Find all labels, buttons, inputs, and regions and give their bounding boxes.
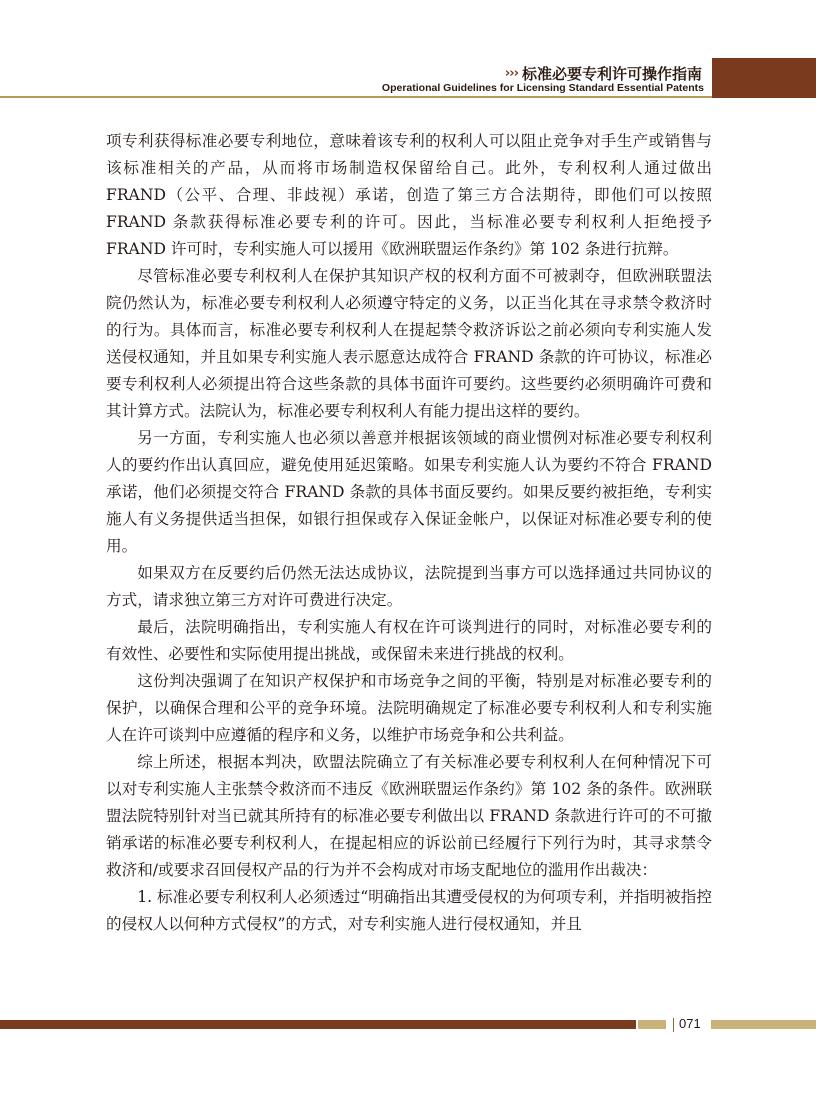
footer-bar-accent (638, 1020, 666, 1029)
paragraph: 另一方面，专利实施人也必须以善意并根据该领域的商业惯例对标准必要专利权利人的要约作出认真回应，避免使用延迟策略。如果专利实施人认为要约不符合 FRAND 承诺，他们必须提交符合 FRAND 条款的具体书面反要约。如果反要约被拒绝，专利实施人有义务提供适当担保，如银行担保或存入保证金帐户，以保证对标准必要专利的使用。 (106, 429, 712, 555)
paragraph: 综上所述，根据本判决，欧盟法院确立了有关标准必要专利权利人在何种情况下可以对专利实施人主张禁令救济而不违反《欧洲联盟运作条约》第 102 条的条件。欧洲联盟法院特别针对当已就其所持有的标准必要专利做出以 FRAND 条款进行许可的不可撤销承诺的标准必要专利权利人，在提起相应的诉讼前已经履行下列行为时，其寻求禁令救济和/或要求召回侵权产品的行为并不会构成对市场支配地位的滥用作出裁决： (106, 753, 712, 879)
header-title-en: Operational Guidelines for Licensing Standard Essential Patents (381, 82, 704, 94)
footer-bar-light (711, 1020, 816, 1029)
footer-separator (673, 1018, 674, 1032)
paragraph: 尽管标准必要专利权利人在保护其知识产权的权利方面不可被剥夺，但欧洲联盟法院仍然认为，标准必要专利权利人必须遵守特定的义务，以正当化其在寻求禁令救济时的行为。具体而言，标准必要专利权利人在提起禁令救济诉讼之前必须向专利实施人发送侵权通知，并且如果专利实施人表示愿意达成符合 FRAND 条款的许可协议，标准必要专利权利人必须提出符合这些条款的具体书面许可要约。这些要约必须明确许可费和其计算方式。法院认为，标准必要专利权利人有能力提出这样的要约。 (106, 267, 712, 420)
footer-bar-dark (0, 1020, 636, 1029)
header-title-cn: 标准必要专利许可操作指南 (521, 65, 702, 83)
paragraph: 这份判决强调了在知识产权保护和市场竞争之间的平衡，特别是对标准必要专利的保护，以确保合理和公平的竞争环境。法院明确规定了标准必要专利权利人和专利实施人在许可谈判中应遵循的程序和义务，以维护市场竞争和公共利益。 (106, 672, 712, 744)
paragraph: 最后，法院明确指出，专利实施人有权在许可谈判进行的同时，对标准必要专利的有效性、必要性和实际使用提出挑战，或保留未来进行挑战的权利。 (106, 618, 712, 663)
page-number: 071 (679, 1016, 701, 1031)
list-item-1: 1. 标准必要专利权利人必须透过“明确指出其遭受侵权的为何项专利，并指明被指控的侵权人以何种方式侵权”的方式，对专利实施人进行侵权通知，并且 (106, 888, 712, 933)
header-rule (0, 96, 712, 98)
header-color-block (712, 58, 816, 98)
running-header-title (505, 63, 702, 84)
paragraph-continued: 项专利获得标准必要专利地位，意味着该专利的权利人可以阻止竞争对手生产或销售与该标准相关的产品，从而将市场制造权保留给自己。此外，专利权利人通过做出 FRAND（公平、合理、非歧视）承诺，创造了第三方合法期待，即他们可以按照 FRAND 条款获得标准必要专利的许可。因此，当标准必要专利权利人拒绝授予 FRAND 许可时，专利实施人可以援用《欧洲联盟运作条约》第 102 条进行抗辩。 (106, 132, 712, 258)
paragraph: 如果双方在反要约后仍然无法达成协议，法院提到当事方可以选择通过共同协议的方式，请求独立第三方对许可费进行决定。 (106, 564, 712, 609)
body-text (106, 128, 712, 938)
chevron-right-icon: ››› (504, 66, 518, 81)
